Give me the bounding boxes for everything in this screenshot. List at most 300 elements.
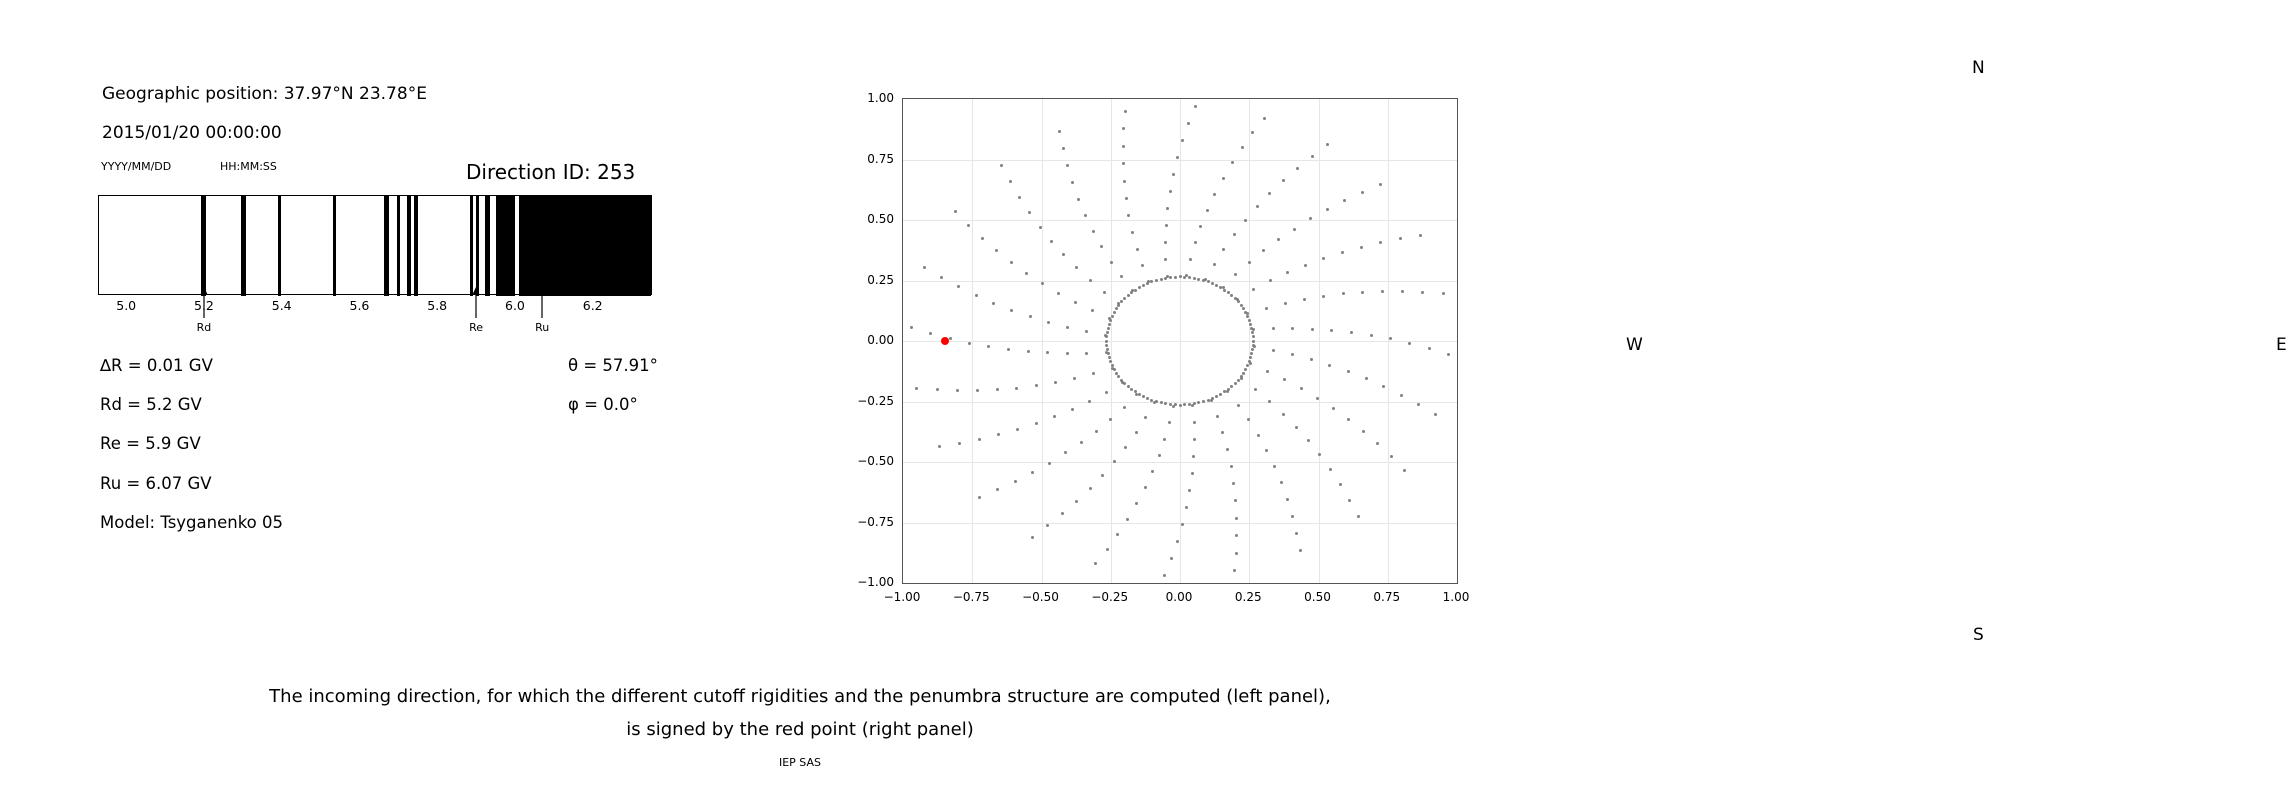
direction-point [1222, 177, 1225, 180]
direction-point [1339, 483, 1342, 486]
direction-point [1250, 352, 1253, 355]
direction-point [1103, 291, 1106, 294]
direction-point [1194, 105, 1197, 108]
direction-point [940, 276, 943, 279]
direction-point [1223, 390, 1226, 393]
direction-point [949, 337, 952, 340]
direction-id-label: Direction ID: 253 [466, 160, 636, 184]
penumbra-band [241, 196, 246, 296]
penumbra-band [519, 196, 651, 296]
direction-point [1158, 454, 1161, 457]
direction-point [1135, 502, 1138, 505]
penumbra-tick-label: 5.2 [194, 298, 214, 313]
direction-point [1124, 446, 1127, 449]
direction-point [1075, 500, 1078, 503]
direction-point [1219, 393, 1222, 396]
direction-point [1230, 294, 1233, 297]
result-delta-r: ∆R = 0.01 GV [100, 356, 213, 375]
penumbra-plot-frame [98, 195, 652, 295]
result-model: Model: Tsyganenko 05 [100, 513, 284, 532]
direction-point [1421, 291, 1424, 294]
direction-point [1117, 375, 1120, 378]
direction-point [1105, 335, 1108, 338]
direction-point [1080, 441, 1083, 444]
direction-point [995, 249, 998, 252]
map-y-tick-label: 0.25 [867, 272, 894, 287]
direction-point [1241, 146, 1244, 149]
direction-point [1365, 377, 1368, 380]
direction-point [1221, 431, 1224, 434]
map-x-tick-label: 1.00 [1442, 590, 1470, 604]
direction-point [936, 388, 939, 391]
penumbra-marker-label-rd: Rd [196, 321, 212, 334]
map-x-tick-label: −1.00 [883, 590, 921, 604]
direction-point [1109, 418, 1112, 421]
direction-point [1172, 173, 1175, 176]
direction-point [1202, 400, 1205, 403]
direction-point [1403, 469, 1406, 472]
direction-point [1058, 130, 1061, 133]
direction-point [1235, 552, 1238, 555]
direction-point [1189, 258, 1192, 261]
direction-point [1272, 349, 1275, 352]
compass-south-label: S [1973, 625, 1984, 645]
direction-point [1116, 533, 1119, 536]
direction-point [1230, 385, 1233, 388]
direction-point [1035, 422, 1038, 425]
direction-point [1207, 399, 1210, 402]
direction-point [1242, 307, 1245, 310]
direction-point [1252, 288, 1255, 291]
direction-point [1094, 562, 1097, 565]
direction-point [1303, 298, 1306, 301]
direction-point [1193, 402, 1196, 405]
direction-point [1293, 228, 1296, 231]
direction-point [1447, 353, 1450, 356]
direction-point [1348, 499, 1351, 502]
gridline-horizontal [903, 160, 1457, 161]
direction-point [1125, 197, 1128, 200]
direction-point [1428, 347, 1431, 350]
compass-north-label: N [1972, 58, 1985, 78]
direction-point [1164, 277, 1167, 280]
direction-point [1379, 241, 1382, 244]
direction-point [1091, 309, 1094, 312]
direction-point [957, 285, 960, 288]
direction-point [929, 332, 932, 335]
direction-point [1181, 523, 1184, 526]
compass-east-label: E [2276, 335, 2287, 355]
penumbra-chart [98, 195, 652, 295]
direction-point [1115, 307, 1118, 310]
direction-point [1362, 430, 1365, 433]
direction-point [1155, 400, 1158, 403]
penumbra-marker-label-re: Re [469, 321, 484, 334]
map-x-tick-label: −0.75 [952, 590, 990, 604]
penumbra-band [496, 196, 515, 296]
direction-point [1202, 279, 1205, 282]
direction-point [1014, 480, 1017, 483]
direction-point [1240, 304, 1243, 307]
direction-point [1151, 470, 1154, 473]
direction-point [1100, 245, 1103, 248]
direction-point [1107, 352, 1110, 355]
direction-point [1108, 356, 1111, 359]
direction-point [1144, 486, 1147, 489]
direction-point [1256, 205, 1259, 208]
direction-point [1046, 351, 1049, 354]
direction-point [1109, 319, 1112, 322]
selected-direction-marker [941, 337, 949, 345]
direction-point [1350, 331, 1353, 334]
direction-point [1061, 512, 1064, 515]
direction-point [1252, 340, 1255, 343]
direction-point [1066, 326, 1069, 329]
direction-point [1295, 426, 1298, 429]
direction-point [958, 442, 961, 445]
direction-point [1166, 207, 1169, 210]
direction-point [1131, 231, 1134, 234]
direction-point [1141, 264, 1144, 267]
direction-point [1401, 290, 1404, 293]
direction-point [1193, 421, 1196, 424]
direction-point [1142, 395, 1145, 398]
direction-point [1169, 276, 1172, 279]
direction-point [1419, 234, 1422, 237]
direction-point [1329, 468, 1332, 471]
direction-point [1233, 569, 1236, 572]
direction-point [996, 488, 999, 491]
direction-point [1135, 431, 1138, 434]
direction-point [1077, 198, 1080, 201]
direction-point [1048, 462, 1051, 465]
direction-point [1127, 294, 1130, 297]
direction-point [1123, 382, 1126, 385]
direction-point [954, 210, 957, 213]
direction-point [1216, 415, 1219, 418]
direction-point [1106, 548, 1109, 551]
direction-point [1113, 460, 1116, 463]
direction-point [1057, 292, 1060, 295]
direction-point [1169, 190, 1172, 193]
direction-point [1174, 276, 1177, 279]
direction-point [1123, 297, 1126, 300]
direction-point [1085, 330, 1088, 333]
direction-point [1300, 387, 1303, 390]
direction-point [1165, 224, 1168, 227]
direction-point [1376, 442, 1379, 445]
direction-point [1120, 300, 1123, 303]
direction-point [987, 345, 990, 348]
direction-point [1127, 214, 1130, 217]
direction-point [1227, 388, 1230, 391]
direction-point [1031, 471, 1034, 474]
direction-point [1193, 438, 1196, 441]
direction-point [1107, 327, 1110, 330]
direction-point [1237, 300, 1240, 303]
caption-line-1: The incoming direction, for which the different cutoff rigidities and the penumbra structure are computed (left panel), [269, 686, 1331, 707]
direction-point [1188, 489, 1191, 492]
direction-point [1092, 372, 1095, 375]
gridline-horizontal [903, 220, 1457, 221]
result-ru: Ru = 6.07 GV [100, 474, 212, 493]
direction-point [996, 388, 999, 391]
direction-point [968, 342, 971, 345]
direction-point [1284, 302, 1287, 305]
direction-point [1053, 415, 1056, 418]
direction-point [1071, 181, 1074, 184]
direction-point [1035, 384, 1038, 387]
direction-point [1136, 248, 1139, 251]
direction-point [1328, 364, 1331, 367]
result-re: Re = 5.9 GV [100, 434, 201, 453]
direction-point [1379, 183, 1382, 186]
direction-point [1009, 180, 1012, 183]
direction-point [1272, 327, 1275, 330]
direction-point [1248, 319, 1251, 322]
penumbra-tick-label: 5.8 [427, 298, 448, 313]
direction-point [1101, 474, 1104, 477]
direction-point [1215, 395, 1218, 398]
direction-point [1188, 276, 1191, 279]
direction-point [1168, 421, 1171, 424]
direction-point [1342, 292, 1345, 295]
direction-point [1283, 378, 1286, 381]
direction-point [1108, 323, 1111, 326]
map-y-tick-label: −0.75 [857, 514, 894, 529]
map-x-tick-label: 0.50 [1304, 590, 1331, 604]
gridline-horizontal [903, 402, 1457, 403]
geographic-position: Geographic position: 37.97°N 23.78°E [102, 84, 427, 104]
direction-point [1194, 241, 1197, 244]
direction-point [975, 294, 978, 297]
direction-point [1213, 263, 1216, 266]
direction-point [1111, 315, 1114, 318]
direction-point [1089, 279, 1092, 282]
direction-point [923, 266, 926, 269]
direction-point [1199, 225, 1202, 228]
map-y-tick-label: −0.25 [857, 393, 894, 408]
penumbra-band [384, 196, 389, 296]
direction-point [1286, 271, 1289, 274]
direction-point [1282, 413, 1285, 416]
direction-point [1234, 273, 1237, 276]
direction-point [1311, 328, 1314, 331]
result-theta: θ = 57.91° [568, 356, 658, 375]
direction-point [1027, 350, 1030, 353]
direction-point [938, 445, 941, 448]
direction-point [1007, 348, 1010, 351]
direction-point [1185, 506, 1188, 509]
direction-point [1310, 358, 1313, 361]
direction-point [1291, 515, 1294, 518]
direction-point [1280, 481, 1283, 484]
direction-point [1257, 434, 1260, 437]
gridline-horizontal [903, 462, 1457, 463]
direction-point [1234, 382, 1237, 385]
direction-point [1085, 352, 1088, 355]
penumbra-marker-label-ru: Ru [535, 321, 550, 334]
left-panel [0, 0, 760, 620]
direction-point [1249, 323, 1252, 326]
direction-point [1138, 393, 1141, 396]
direction-point [1105, 344, 1108, 347]
direction-point [1265, 307, 1268, 310]
caption-line-2: is signed by the red point (right panel) [626, 719, 974, 740]
direction-point [1341, 251, 1344, 254]
direction-point [1192, 455, 1195, 458]
direction-point [1222, 248, 1225, 251]
direction-point [1142, 284, 1145, 287]
direction-point [1150, 280, 1153, 283]
direction-point [1179, 275, 1182, 278]
penumbra-band [333, 196, 336, 296]
direction-point [1127, 385, 1130, 388]
direction-point [1018, 196, 1021, 199]
direction-point [1130, 291, 1133, 294]
direction-point [1240, 375, 1243, 378]
direction-point [1105, 340, 1108, 343]
credit-label: IEP SAS [778, 756, 822, 769]
penumbra-band [201, 196, 206, 296]
direction-point [1066, 164, 1069, 167]
gridline-horizontal [903, 523, 1457, 524]
direction-point [1134, 289, 1137, 292]
direction-point [1295, 532, 1298, 535]
direction-point [1071, 408, 1074, 411]
direction-point [1286, 498, 1289, 501]
direction-point [1041, 282, 1044, 285]
direction-point [1062, 253, 1065, 256]
direction-point [1254, 388, 1257, 391]
direction-point [1266, 370, 1269, 373]
direction-point [1417, 403, 1420, 406]
map-y-tick-label: 0.00 [867, 333, 894, 347]
direction-point [1183, 276, 1186, 279]
direction-point [1249, 356, 1252, 359]
map-x-tick-label: 0.75 [1373, 590, 1401, 604]
direction-point [1039, 226, 1042, 229]
direction-point [981, 237, 984, 240]
direction-point [1242, 372, 1245, 375]
direction-point [1176, 540, 1179, 543]
direction-point [910, 326, 913, 329]
direction-point [1277, 238, 1280, 241]
direction-point [1233, 233, 1236, 236]
penumbra-tick-label: 5.6 [349, 298, 370, 313]
penumbra-x-axis [98, 295, 654, 355]
direction-point [1066, 352, 1069, 355]
direction-point [1231, 161, 1234, 164]
direction-point [1160, 278, 1163, 281]
compass-west-label: W [1626, 335, 1643, 355]
direction-point [1073, 377, 1076, 380]
direction-point [1050, 240, 1053, 243]
direction-point [1122, 162, 1125, 165]
direction-point [1390, 455, 1393, 458]
direction-point [1291, 327, 1294, 330]
direction-point [976, 389, 979, 392]
map-y-tick-label: −0.50 [857, 454, 894, 468]
direction-point [1106, 348, 1109, 351]
direction-point [915, 387, 918, 390]
direction-point [1357, 515, 1360, 518]
direction-point [1235, 534, 1238, 537]
direction-point [1213, 193, 1216, 196]
penumbra-band [414, 196, 417, 296]
direction-point [967, 224, 970, 227]
direction-point [1207, 280, 1210, 283]
map-y-tick-label: 0.75 [867, 151, 894, 166]
direction-point [1074, 301, 1077, 304]
map-x-tick-label: 0.00 [1165, 590, 1193, 604]
direction-point [1408, 342, 1411, 345]
direction-point [1123, 180, 1126, 183]
direction-point [1304, 264, 1307, 267]
penumbra-tick-label: 6.2 [582, 298, 603, 313]
direction-point [1206, 209, 1209, 212]
direction-point [1237, 379, 1240, 382]
direction-point [1163, 438, 1166, 441]
direction-point [1106, 331, 1109, 334]
direction-point [1361, 291, 1364, 294]
direction-point [1311, 155, 1314, 158]
direction-point [1265, 449, 1268, 452]
direction-point [1130, 388, 1133, 391]
direction-point [1113, 311, 1116, 314]
direction-point [1138, 286, 1141, 289]
direction-point [1000, 164, 1003, 167]
direction-point [1084, 214, 1087, 217]
penumbra-band [470, 196, 473, 296]
direction-map-plot [902, 98, 1458, 584]
direction-point [1268, 192, 1271, 195]
direction-point [1054, 381, 1057, 384]
direction-point [978, 496, 981, 499]
direction-point [1181, 139, 1184, 142]
direction-point [1187, 122, 1190, 125]
direction-point [1234, 499, 1237, 502]
direction-point [1252, 344, 1255, 347]
direction-point [1232, 482, 1235, 485]
direction-point [1347, 418, 1350, 421]
direction-point [1211, 282, 1214, 285]
direction-point [1169, 403, 1172, 406]
direction-point [1146, 397, 1149, 400]
direction-point [1251, 331, 1254, 334]
direction-point [1434, 413, 1437, 416]
direction-point [1381, 290, 1384, 293]
direction-point [1155, 279, 1158, 282]
direction-point [1047, 321, 1050, 324]
direction-point [1111, 364, 1114, 367]
map-x-tick-label: −0.50 [1022, 590, 1059, 604]
direction-point [1095, 430, 1098, 433]
direction-point [1144, 416, 1147, 419]
direction-point [1193, 277, 1196, 280]
direction-point [956, 389, 959, 392]
direction-point [1064, 451, 1067, 454]
direction-point [1322, 295, 1325, 298]
direction-point [1031, 536, 1034, 539]
direction-point [1268, 400, 1271, 403]
direction-point [1326, 208, 1329, 211]
direction-point [1361, 191, 1364, 194]
map-y-tick-label: 0.50 [867, 212, 894, 226]
direction-point [1126, 518, 1129, 521]
direction-point [1088, 400, 1091, 403]
direction-point [1273, 465, 1276, 468]
